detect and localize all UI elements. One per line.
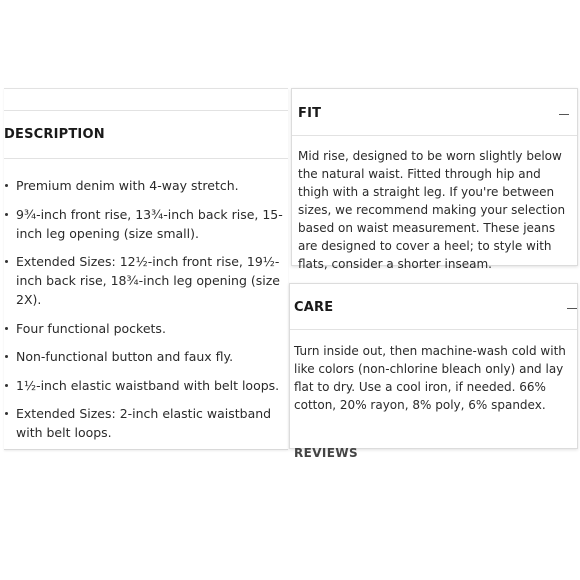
list-item: Extended Sizes: 12½-inch front rise, 19½-inch back rise, 18¾-inch leg opening (size 2X). xyxy=(4,252,288,309)
divider xyxy=(4,88,288,89)
bullet-icon xyxy=(5,327,8,330)
fit-panel xyxy=(291,88,578,271)
list-item: Non-functional button and faux fly. xyxy=(4,347,288,366)
bullet-icon xyxy=(5,213,8,216)
divider xyxy=(292,135,577,136)
care-text: Turn inside out, then machine-wash cold with like colors (non-chlorine bleach only) and lay flat to dry. Use a cool iron, if needed. 66% cotton, 20% rayon, 8% poly, 6% spandex. xyxy=(294,344,566,412)
divider xyxy=(4,110,288,111)
description-panel xyxy=(4,88,288,450)
list-item: Premium denim with 4-way stretch. xyxy=(4,176,288,195)
bullet-icon xyxy=(5,260,8,263)
fit-text: Mid rise, designed to be worn slightly below the natural waist. Fitted through hip and thigh with a straight leg. If you're between sizes, we recommend making your selection based on waist measurement. These jeans are designed to cover a heel; to style with flats, consider a shorter inseam. xyxy=(298,149,566,271)
care-heading[interactable]: CARE xyxy=(294,300,334,315)
bullet-icon xyxy=(5,412,8,415)
list-item: 9¾-inch front rise, 13¾-inch back rise, 15-inch leg opening (size small). xyxy=(4,205,288,243)
minus-icon[interactable] xyxy=(567,308,577,309)
bullet-icon xyxy=(5,355,8,358)
minus-icon[interactable] xyxy=(559,114,569,115)
description-list xyxy=(4,176,288,452)
bullet-icon xyxy=(5,184,8,187)
description-heading[interactable]: DESCRIPTION xyxy=(4,127,105,142)
reviews-heading-clipped: REVIEWS xyxy=(294,446,359,460)
list-item: 1½-inch elastic waistband with belt loops. xyxy=(4,376,288,395)
list-item: Extended Sizes: 2-inch elastic waistband with belt loops. xyxy=(4,404,288,442)
divider xyxy=(290,329,577,330)
bullet-icon xyxy=(5,384,8,387)
fit-heading[interactable]: FIT xyxy=(298,106,322,121)
divider xyxy=(4,158,288,159)
list-item: Four functional pockets. xyxy=(4,319,288,338)
care-panel xyxy=(289,283,578,460)
